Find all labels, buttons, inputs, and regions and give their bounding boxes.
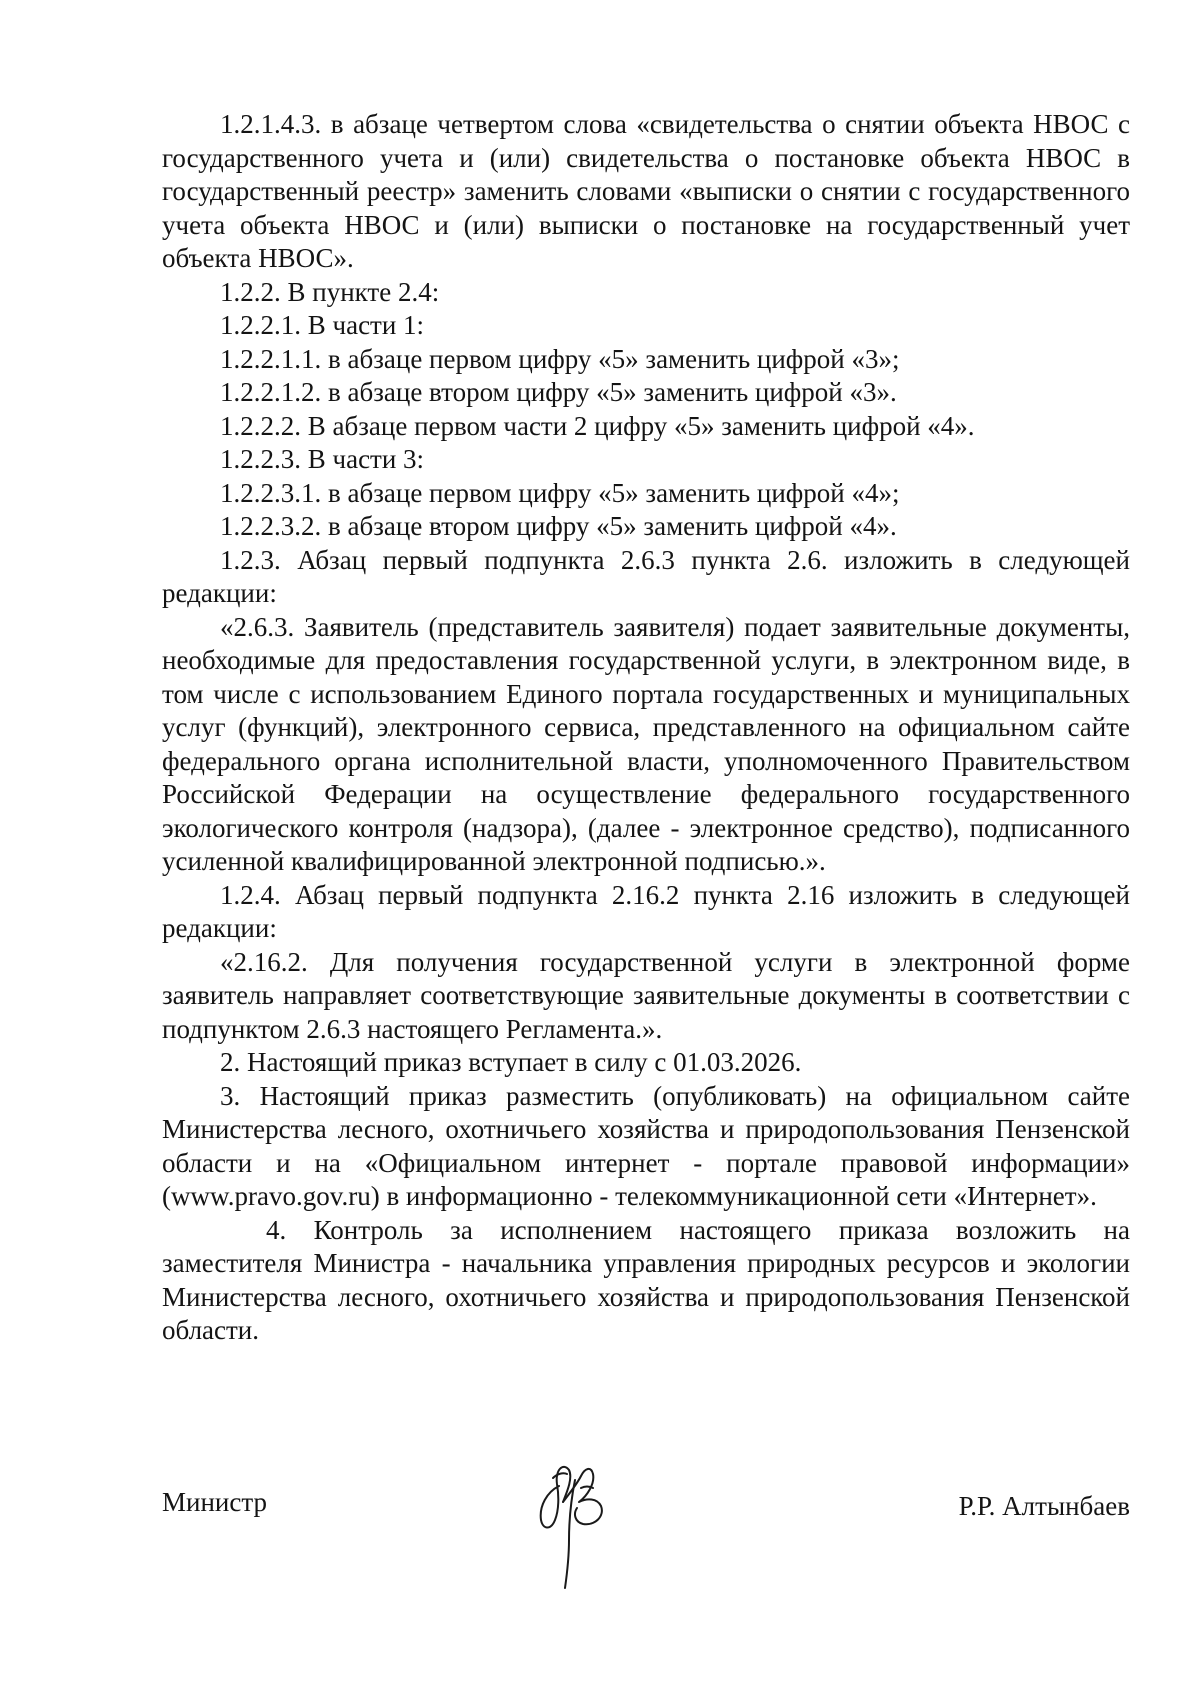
paragraph-1-2-2-3-1: 1.2.2.3.1. в абзаце первом цифру «5» заменить цифрой «4»; bbox=[220, 477, 900, 508]
paragraph-1-2-2-3-2: 1.2.2.3.2. в абзаце втором цифру «5» заменить цифрой «4». bbox=[220, 511, 897, 541]
paragraph-1-2-2-3: 1.2.2.3. В части 3: bbox=[220, 444, 425, 474]
signature-block bbox=[162, 1440, 1130, 1590]
document-body bbox=[162, 108, 1130, 1348]
handwritten-signature bbox=[517, 1440, 627, 1590]
paragraph-1-2-4: 1.2.4. Абзац первый подпункта 2.16.2 пункта 2.16 изложить в следующей редакции: bbox=[162, 879, 1130, 943]
signatory-title: Министр bbox=[162, 1487, 267, 1517]
paragraph-3-publication: 3. Настоящий приказ разместить (опубликовать) на официальном сайте Министерства лесного, охотничьего хозяйства и природопользования Пензенской области и на «Официальном интернет - портале правовой информации» (www.pravo.gov.ru) в информационно - телекоммуникационной сети «Интернет». bbox=[162, 1080, 1130, 1211]
paragraph-quote-2-6-3: «2.6.3. Заявитель (представитель заявителя) подает заявительные документы, необходимые для предоставления государственной услуги, в электронном виде, в том числе с использованием Единого портала государственных и муниципальных услуг (функций), электронного сервиса, представленного на официальном сайте федерального органа исполнительной власти, уполномоченного Правительством Российской Федерации на осуществление федерального государственного экологического контроля (надзора), (далее - электронное средство), подписанного усиленной квалифицированной электронной подписью.». bbox=[162, 611, 1130, 876]
paragraph-quote-2-16-2: «2.16.2. Для получения государственной услуги в электронной форме заявитель направляет соответствующие заявительные документы в соответствии с подпунктом 2.6.3 настоящего Регламента.». bbox=[162, 946, 1130, 1044]
paragraph-1-2-3: 1.2.3. Абзац первый подпункта 2.6.3 пункта 2.6. изложить в следующей редакции: bbox=[162, 544, 1130, 608]
paragraph-1-2-2: 1.2.2. В пункте 2.4: bbox=[220, 276, 440, 307]
signatory-name: Р.Р. Алтынбаев bbox=[958, 1491, 1130, 1521]
paragraph-1-2-2-1-1: 1.2.2.1.1. в абзаце первом цифру «5» заменить цифрой «3»; bbox=[220, 343, 900, 374]
paragraph-4-control: 4. Контроль за исполнением настоящего приказа возложить на заместителя Министра - начальника управления природных ресурсов и экологии Министерства лесного, охотничьего хозяйства и природопользования Пензенской области. bbox=[162, 1214, 1130, 1345]
paragraph-2-effective-date: 2. Настоящий приказ вступает в силу с 01.03.2026. bbox=[220, 1047, 802, 1077]
paragraph-1-2-2-1-2: 1.2.2.1.2. в абзаце втором цифру «5» заменить цифрой «3». bbox=[220, 377, 897, 407]
paragraph-1-2-1-4-3: 1.2.1.4.3. в абзаце четвертом слова «свидетельства о снятии объекта НВОС с государственного учета и (или) свидетельства о постановке объекта НВОС в государственный реестр» заменить словами «выписки о снятии с государственного учета объекта НВОС и (или) выписки о постановке на государственный учет объекта НВОС». bbox=[162, 109, 1130, 273]
paragraph-1-2-2-2: 1.2.2.2. В абзаце первом части 2 цифру «5» заменить цифрой «4». bbox=[220, 410, 975, 441]
paragraph-1-2-2-1: 1.2.2.1. В части 1: bbox=[220, 310, 425, 340]
